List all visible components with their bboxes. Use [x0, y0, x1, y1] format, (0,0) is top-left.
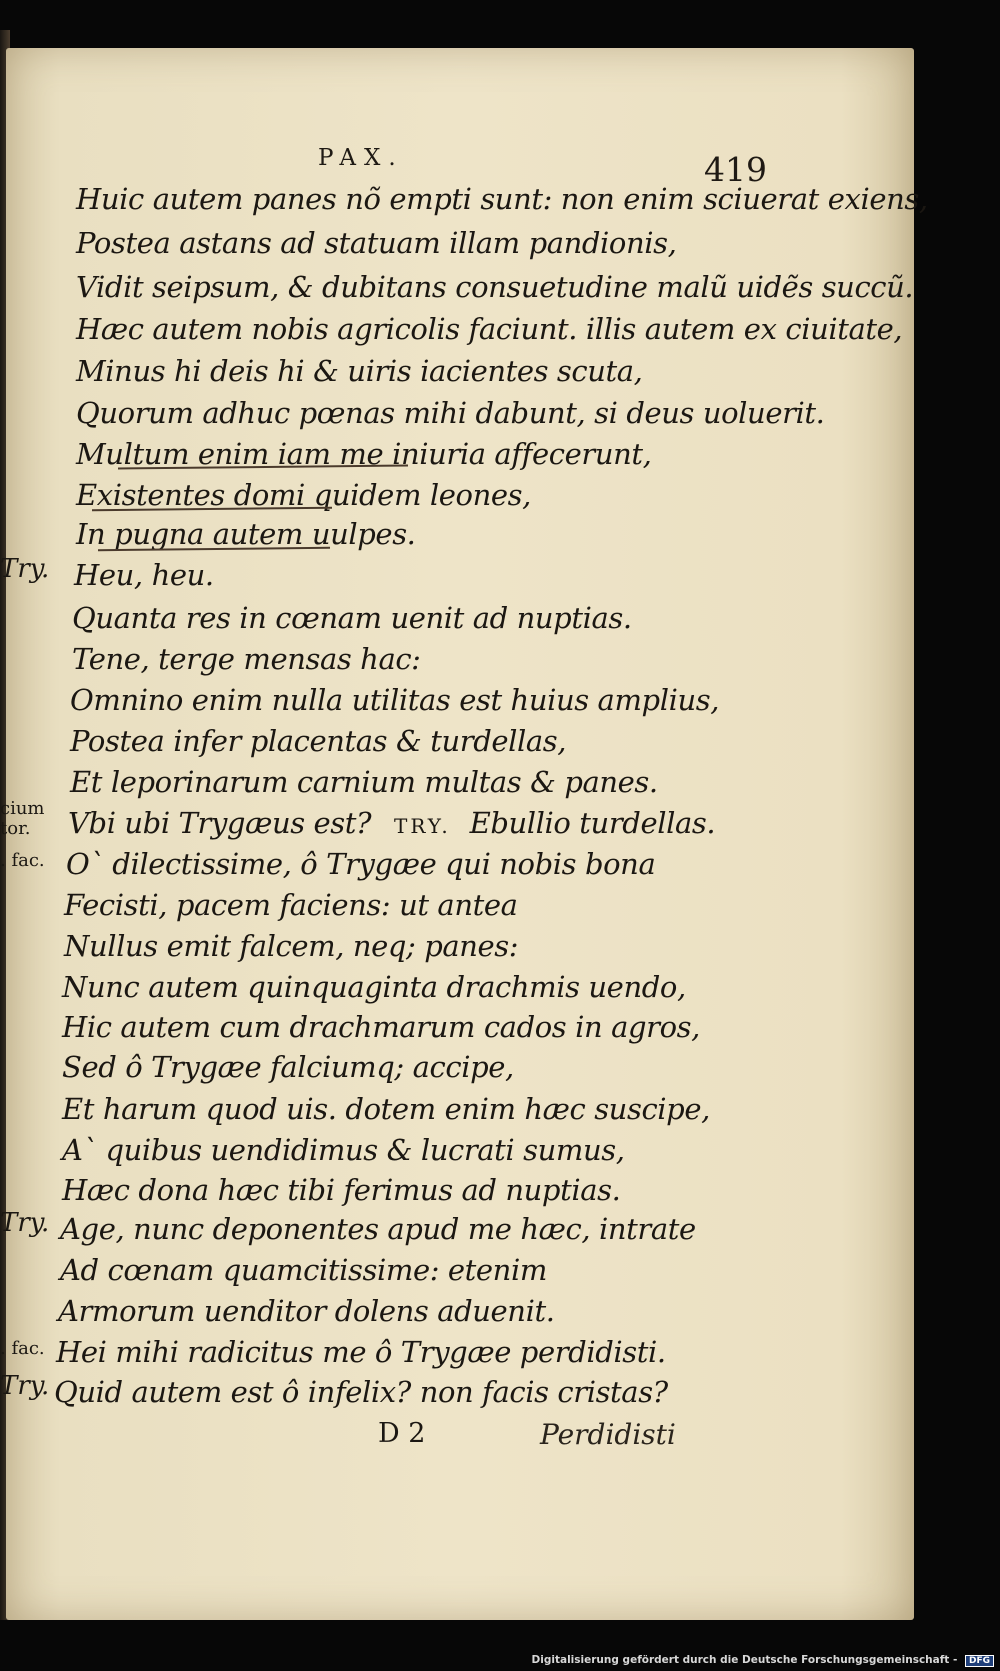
verse-line: Minus hi deis hi & uiris iacientes scuta,	[76, 354, 643, 388]
verse-line: Age, nunc deponentes apud me hæc, intrate	[60, 1212, 696, 1246]
verse-line: Heu, heu.	[74, 558, 214, 592]
verse-line: Hic autem cum drachmarum cados in agros,	[62, 1010, 700, 1044]
verse-line: Nullus emit falcem, neq; panes:	[64, 929, 519, 963]
verse-line: Quid autem est ô infelix? non facis cristas?	[54, 1375, 668, 1409]
verse-line: Huic autem panes nõ empti sunt: non enim sciuerat exiens,	[76, 182, 928, 216]
margin-note-cium: cium	[0, 798, 45, 819]
margin-speaker-try: Try.	[0, 1208, 50, 1238]
verse-line	[68, 806, 715, 840]
verse-line: Armorum uenditor dolens aduenit.	[58, 1294, 555, 1328]
credit-text: Digitalisierung gefördert durch die Deutsche Forschungsgemeinschaft -	[531, 1654, 958, 1666]
verse-line: Vidit seipsum, & dubitans consuetudine malũ uidẽs succũ.	[76, 270, 914, 304]
margin-note-tor: tor.	[0, 818, 31, 839]
page-number: 419	[704, 150, 767, 189]
margin-note-fac: . fac.	[0, 850, 45, 871]
verse-text: Vbi ubi Trygæus est?	[68, 806, 372, 840]
dfg-logo: DFG	[965, 1655, 994, 1667]
signature-mark: D 2	[378, 1418, 426, 1449]
verse-line: Tene, terge mensas hac:	[72, 642, 421, 676]
margin-speaker-try: Try.	[0, 554, 50, 584]
verse-reply: Ebullio turdellas.	[469, 806, 716, 840]
digitization-credit	[532, 1654, 994, 1667]
verse-line: Hæc autem nobis agricolis faciunt. illis autem ex ciuitate,	[76, 312, 903, 346]
verse-line: Nunc autem quinquaginta drachmis uendo,	[62, 970, 686, 1004]
verse-line: In pugna autem uulpes.	[76, 517, 416, 551]
margin-speaker-try: Try.	[0, 1371, 50, 1401]
verse-line: Et harum quod uis. dotem enim hæc suscipe,	[62, 1092, 710, 1126]
verse-line: Quanta res in cœnam uenit ad nuptias.	[72, 601, 632, 635]
margin-note-fac: . fac.	[0, 1338, 45, 1359]
running-header: PAX.	[318, 145, 404, 171]
verse-line: Ad cœnam quamcitissime: etenim	[60, 1253, 547, 1287]
catchword: Perdidisti	[540, 1418, 676, 1451]
verse-line: A` quibus uendidimus & lucrati sumus,	[62, 1133, 625, 1167]
verse-line: Existentes domi quidem leones,	[76, 478, 531, 512]
verse-line: Sed ô Trygæe falciumq; accipe,	[62, 1050, 514, 1084]
verse-line: Omnino enim nulla utilitas est huius amplius,	[70, 683, 720, 717]
speaker-abbrev: TRY.	[394, 814, 451, 838]
verse-line: Multum enim iam me iniuria affecerunt,	[76, 437, 652, 471]
verse-line: O` dilectissime, ô Trygæe qui nobis bona	[66, 847, 656, 881]
verse-line: Et leporinarum carnium multas & panes.	[70, 765, 658, 799]
verse-line: Hæc dona hæc tibi ferimus ad nuptias.	[62, 1173, 621, 1207]
verse-line: Quorum adhuc pœnas mihi dabunt, si deus uoluerit.	[76, 396, 825, 430]
verse-line: Postea infer placentas & turdellas,	[70, 724, 567, 758]
verse-line: Postea astans ad statuam illam pandionis,	[76, 226, 677, 260]
verse-line: Hei mihi radicitus me ô Trygæe perdidisti.	[56, 1335, 666, 1369]
verse-line: Fecisti, pacem faciens: ut antea	[64, 888, 518, 922]
